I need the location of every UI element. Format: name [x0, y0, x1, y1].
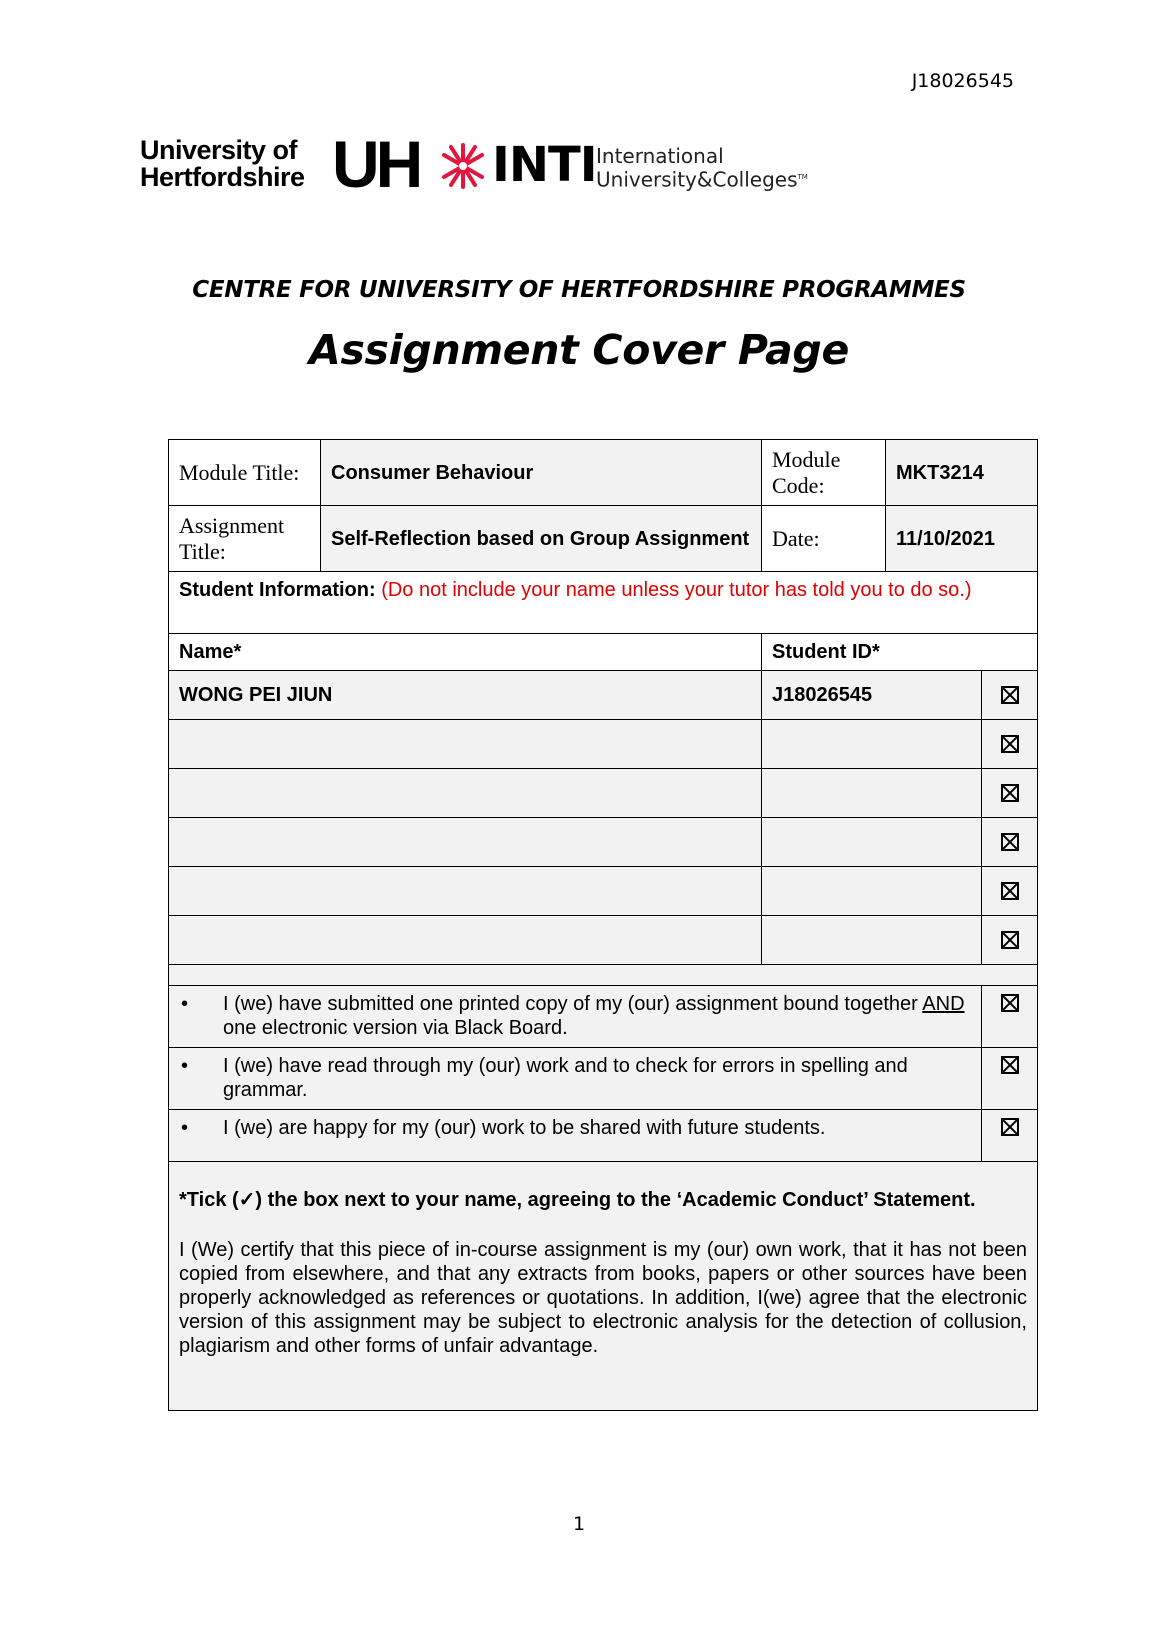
name-column-header: Name* — [169, 634, 762, 670]
checked-checkbox-icon[interactable] — [1001, 882, 1019, 900]
declaration-cell — [169, 986, 982, 1047]
assignment-title-label: Assignment Title: — [169, 506, 321, 571]
student-name-cell — [169, 916, 762, 964]
declaration-row — [169, 1110, 1037, 1162]
student-checkbox-cell — [982, 916, 1037, 964]
declaration-2-text: I (we) have read through my (our) work and to check for errors in spelling and grammar. — [223, 1055, 908, 1101]
inti-star-icon — [438, 141, 488, 191]
academic-conduct-cell — [169, 1162, 1037, 1410]
declaration-3-text: I (we) are happy for my (our) work to be shared with future students. — [223, 1117, 826, 1139]
academic-conduct-row — [169, 1162, 1037, 1410]
student-info-label: Student Information: — [179, 579, 376, 601]
checked-checkbox-icon[interactable] — [1001, 1056, 1019, 1074]
declaration-checkbox-cell — [982, 1048, 1037, 1109]
declaration-cell — [169, 1048, 982, 1109]
module-title-label: Module Title: — [169, 440, 321, 505]
student-info-cell — [169, 572, 1037, 633]
student-id-column-header: Student ID* — [772, 641, 880, 663]
cover-page-title: Assignment Cover Page — [309, 326, 849, 374]
student-header-row — [169, 634, 1037, 671]
declaration-1-text-end: one electronic version via Black Board. — [223, 1017, 568, 1039]
student-id-cell — [762, 720, 982, 768]
checked-checkbox-icon[interactable] — [1001, 1118, 1019, 1136]
uh-logo-line2: Hertfordshire — [140, 162, 305, 192]
student-row — [169, 769, 1037, 818]
checked-checkbox-icon[interactable] — [1001, 686, 1019, 704]
module-title-row — [169, 440, 1037, 506]
declaration-row — [169, 986, 1037, 1048]
inti-trademark: TM — [797, 173, 808, 181]
student-name-cell — [169, 720, 762, 768]
bullet-icon: • — [181, 1055, 189, 1077]
student-row — [169, 671, 1037, 720]
inti-subtitle-line2: University&Colleges — [596, 167, 798, 192]
student-name-cell: WONG PEI JIUN — [169, 671, 762, 719]
student-id-cell — [762, 818, 982, 866]
student-checkbox-cell — [982, 769, 1037, 817]
checked-checkbox-icon[interactable] — [1001, 735, 1019, 753]
centre-title: CENTRE FOR UNIVERSITY OF HERTFORDSHIRE PROGRAMMES — [192, 277, 966, 303]
uh-logo-mark: UH — [332, 127, 420, 201]
assignment-title-row — [169, 506, 1037, 572]
spacer-cell — [169, 965, 1037, 985]
student-info-row — [169, 572, 1037, 634]
module-code-value: MKT3214 — [886, 440, 1037, 505]
declaration-cell — [169, 1110, 982, 1161]
checked-checkbox-icon[interactable] — [1001, 784, 1019, 802]
declaration-row — [169, 1048, 1037, 1110]
student-name-cell — [169, 769, 762, 817]
assignment-title-value: Self-Reflection based on Group Assignment — [321, 506, 762, 571]
student-id-cell — [762, 769, 982, 817]
checked-checkbox-icon[interactable] — [1001, 994, 1019, 1012]
cover-form — [168, 439, 1038, 1411]
header-student-id: J18026545 — [911, 70, 1014, 92]
inti-logo-subtitle — [596, 146, 808, 191]
student-id-cell — [762, 916, 982, 964]
uh-logo-wordmark — [140, 137, 305, 191]
module-code-label: Module Code: — [762, 440, 886, 505]
declaration-1-text: I (we) have submitted one printed copy of my (our) assignment bound together — [223, 993, 918, 1015]
student-checkbox-cell — [982, 720, 1037, 768]
student-row — [169, 916, 1037, 965]
module-title-value: Consumer Behaviour — [321, 440, 762, 505]
checked-checkbox-icon[interactable] — [1001, 833, 1019, 851]
checked-checkbox-icon[interactable] — [1001, 931, 1019, 949]
student-checkbox-cell — [982, 818, 1037, 866]
student-row — [169, 818, 1037, 867]
declaration-checkbox-cell — [982, 1110, 1037, 1161]
student-id-cell: J18026545 — [762, 671, 982, 719]
date-value: 11/10/2021 — [886, 506, 1037, 571]
student-name-cell — [169, 867, 762, 915]
inti-subtitle-line1: International — [596, 144, 724, 168]
declaration-checkbox-cell — [982, 986, 1037, 1047]
date-label: Date: — [762, 506, 886, 571]
spacer-row — [169, 965, 1037, 986]
bullet-icon: • — [181, 993, 189, 1015]
inti-logo-mark: INTI — [492, 137, 597, 193]
student-info-note: (Do not include your name unless your tutor has told you to do so.) — [381, 579, 972, 601]
student-checkbox-cell — [982, 671, 1037, 719]
bullet-icon: • — [181, 1117, 189, 1139]
tick-instruction: *Tick (✓) the box next to your name, agreeing to the ‘Academic Conduct’ Statement. — [179, 1189, 976, 1211]
student-row — [169, 867, 1037, 916]
declaration-text — [223, 992, 971, 1040]
student-name-cell — [169, 818, 762, 866]
university-logos — [140, 127, 820, 201]
uh-logo-line1: University of — [140, 135, 298, 165]
declaration-1-and: AND — [922, 993, 965, 1015]
student-row — [169, 720, 1037, 769]
student-id-cell — [762, 867, 982, 915]
academic-conduct-statement: I (We) certify that this piece of in-course assignment is my (our) own work, that it has not been copied from elsewhere, and that any extracts from books, papers or other sources have been properly acknowledged as references or quotations. In addition, I(we) agree that the electronic version of this assignment may be subject to electronic analysis for the detection of collusion, plagiarism and other forms of unfair advantage. — [179, 1239, 1027, 1357]
student-checkbox-cell — [982, 867, 1037, 915]
page-number: 1 — [572, 1513, 586, 1535]
